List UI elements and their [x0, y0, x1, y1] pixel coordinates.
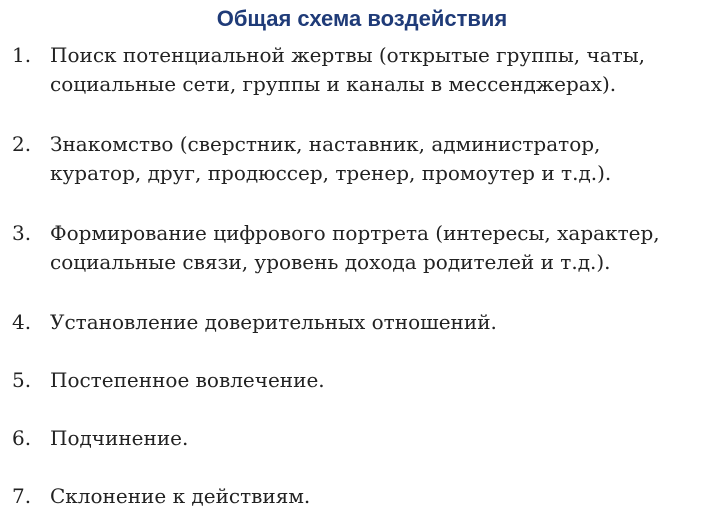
list-item-1 [12, 41, 712, 99]
item-text: Подчинение. [50, 426, 189, 450]
item-line: социальные сети, группы и каналы в мессенджерах). [50, 72, 617, 96]
item-line: Знакомство (сверстник, наставник, администратор, [50, 132, 601, 156]
item-text: Установление доверительных отношений. [50, 310, 497, 334]
item-number: 6. [12, 426, 32, 450]
item-line: Формирование цифрового портрета (интересы, характер, [50, 221, 660, 245]
item-text [50, 41, 712, 99]
list-item-5 [12, 366, 712, 395]
item-number: 5. [12, 368, 32, 392]
list-item-2 [12, 130, 712, 188]
item-text: Склонение к действиям. [50, 484, 311, 508]
item-text [50, 130, 712, 188]
item-number: 3. [12, 221, 32, 245]
item-line: социальные связи, уровень дохода родителей и т.д.). [50, 250, 611, 274]
item-text [50, 219, 712, 277]
item-number: 1. [12, 43, 32, 67]
item-line: куратор, друг, продюссер, тренер, промоутер и т.д.). [50, 161, 612, 185]
item-number: 2. [12, 132, 32, 156]
item-number: 4. [12, 310, 32, 334]
item-number: 7. [12, 484, 32, 508]
list-item-4 [12, 308, 712, 337]
page-title: Общая схема воздействия [216, 6, 508, 31]
item-text: Постепенное вовлечение. [50, 368, 325, 392]
item-line: Поиск потенциальной жертвы (открытые группы, чаты, [50, 43, 646, 67]
list-item-7 [12, 482, 712, 511]
list-item-6 [12, 424, 712, 453]
list-item-3 [12, 219, 712, 277]
